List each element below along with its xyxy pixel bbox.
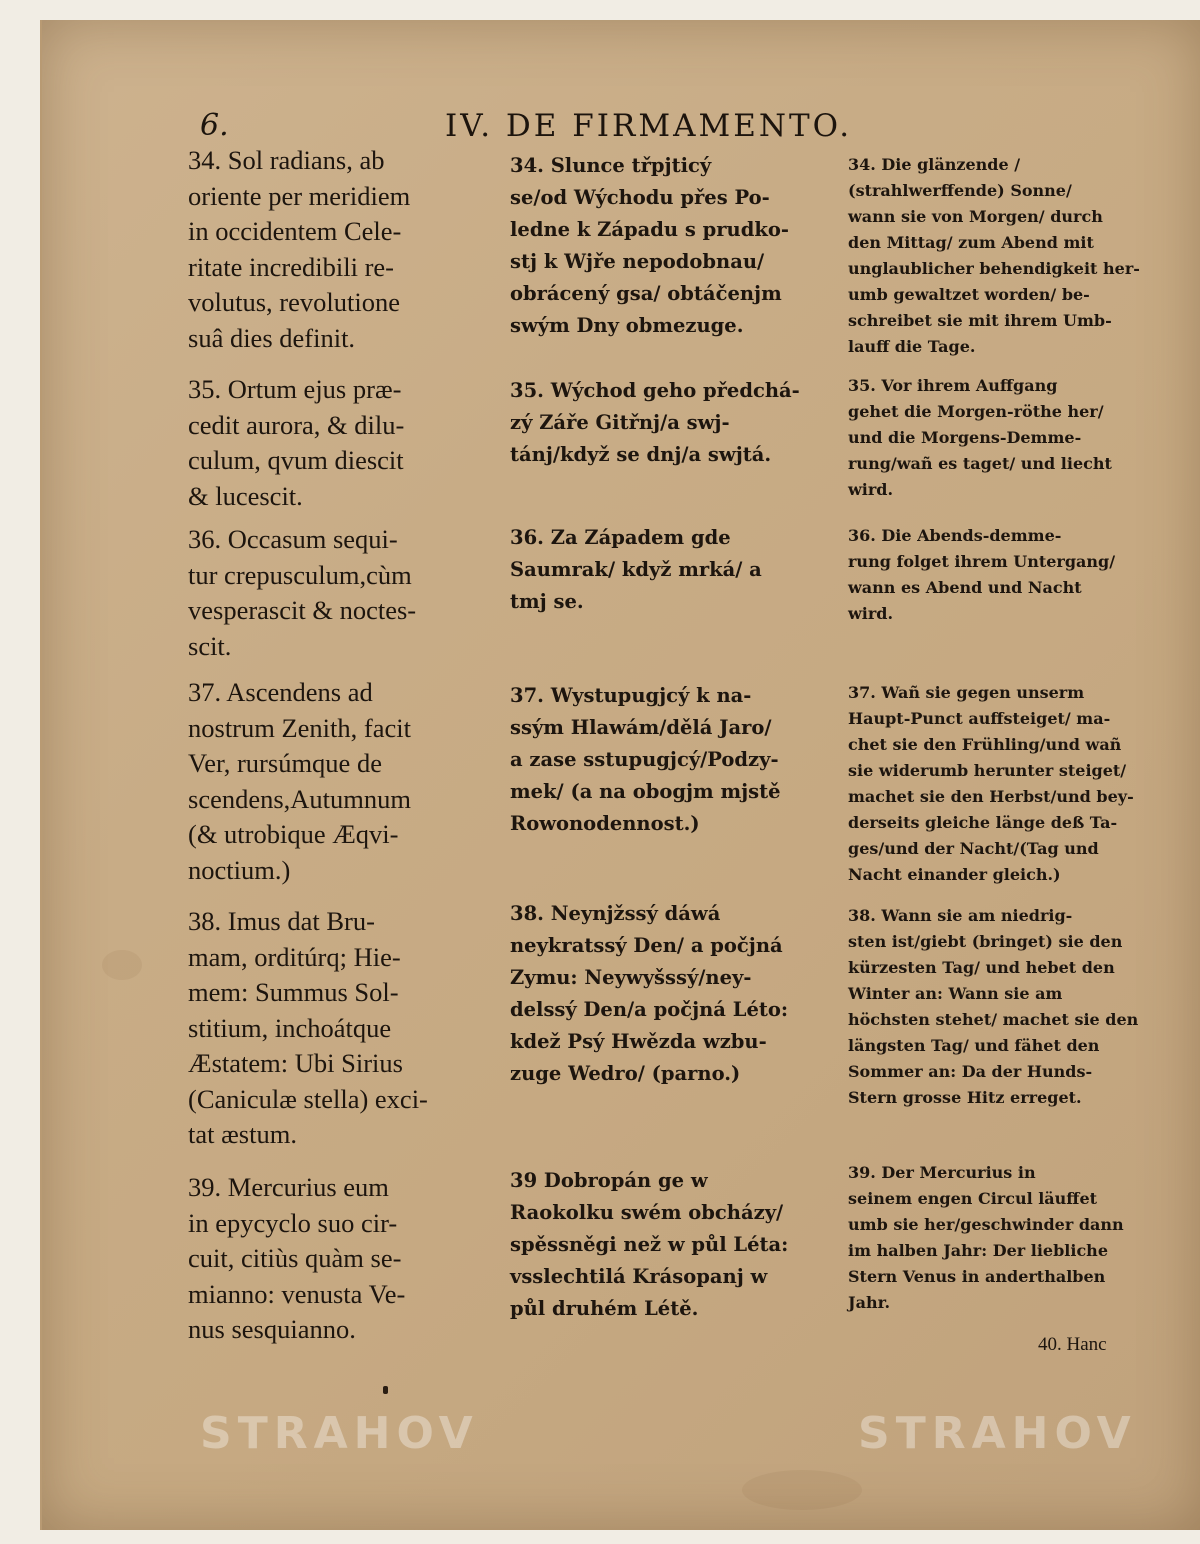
czech-col: [510, 375, 830, 471]
stain: [102, 950, 142, 980]
page-header: [0, 108, 1200, 148]
german-paragraph-35: 35. Vor ihrem Auffgang gehet die Morgen-röthe her/ und die Morgens-Demme- rung/wañ es taget/ und liecht wird.: [848, 376, 1112, 499]
german-paragraph-37: 37. Wañ sie gegen unserm Haupt-Punct auffsteiget/ ma- chet sie den Frühling/und wañ sie widerumb herunter steiget/ machet sie den Herbst/und bey- derseits gleiche länge deß Ta- ges/und der Nacht/(Tag und Nacht einander gleich.): [848, 683, 1134, 884]
german-paragraph-38: 38. Wann sie am niedrig- sten ist/giebt (bringet) sie den kürzesten Tag/ und hebet den Winter an: Wann sie am höchsten stehet/ machet sie den längsten Tag/ und fähet den Sommer an: Da der Hunds- Stern grosse Hitz erreget.: [848, 906, 1139, 1107]
czech-paragraph-34: 34. Slunce třpjticý se/od Wýchodu přes Po- ledne k Západu s prudko- stj k Wjře nepodobnau/ obrácený gsa/ obtáčenjm swým Dny obmezuge.: [510, 154, 789, 337]
latin-col: [188, 143, 508, 356]
running-head: IV. DE FIRMAMENTO.: [445, 108, 853, 144]
latin-col: [188, 904, 508, 1153]
czech-col: [510, 898, 830, 1090]
latin-paragraph-36: 36. Occasum sequi- tur crepusculum,cùm vesperascit & noctes- scit.: [188, 524, 417, 661]
watermark-left: STRAHOV: [200, 1408, 479, 1459]
latin-col: [188, 372, 508, 514]
latin-col: [188, 675, 508, 888]
latin-paragraph-37: 37. Ascendens ad nostrum Zenith, facit Ver, rursúmque de scendens,Autumnum (& utrobique Æqvi- noctium.): [188, 677, 412, 885]
german-paragraph-36: 36. Die Abends-demme- rung folget ihrem Untergang/ wann es Abend und Nacht wird.: [848, 526, 1116, 623]
czech-paragraph-36: 36. Za Západem gde Saumrak/ když mrká/ a tmj se.: [510, 526, 762, 613]
latin-paragraph-38: 38. Imus dat Bru- mam, orditúrq; Hie- mem: Summus Sol- stitium, inchoátque Æstatem: Ubi Sirius (Caniculæ stella) exci- tat æstum.: [188, 906, 428, 1149]
german-col: [848, 680, 1168, 888]
watermark-right: STRAHOV: [858, 1408, 1137, 1459]
czech-col: [510, 150, 830, 342]
latin-col: [188, 1170, 508, 1348]
german-col: [848, 523, 1168, 627]
czech-col: [510, 522, 830, 618]
latin-col: [188, 522, 508, 664]
czech-col: [510, 1165, 830, 1325]
czech-paragraph-35: 35. Wýchod geho předchá- zý Záře Gitřnj/a swj- tánj/když se dnj/a swjtá.: [510, 379, 800, 466]
czech-paragraph-37: 37. Wystupugjcý k na- ssým Hlawám/dělá Jaro/ a zase sstupugjcý/Podzy- mek/ (a na obogjm mjstě Rowonodennost.): [510, 684, 781, 835]
latin-paragraph-34: 34. Sol radians, ab oriente per meridiem in occidentem Cele- ritate incredibili re- volutus, revolutione suâ dies definit.: [188, 145, 411, 353]
german-paragraph-34: 34. Die glänzende / (strahlwerffende) Sonne/ wann sie von Morgen/ durch den Mittag/ zum Abend mit unglaublicher behendigkeit her- umb gewaltzet worden/ be- schreibet sie mit ihrem Umb- lauff die Tage.: [848, 155, 1140, 356]
czech-paragraph-38: 38. Neynjžssý dáwá neykratssý Den/ a počjná Zymu: Neywyšssý/ney- delssý Den/a počjná Léto: kdež Psý Hwězda wzbu- zuge Wedro/ (parno.): [510, 902, 789, 1085]
german-col: [848, 152, 1168, 360]
german-paragraph-39: 39. Der Mercurius in seinem engen Circul läuffet umb sie her/geschwinder dann im halben Jahr: Der liebliche Stern Venus in anderthalben Jahr.: [848, 1163, 1124, 1312]
ink-dot: [383, 1386, 388, 1394]
stain: [742, 1470, 862, 1510]
czech-col: [510, 680, 830, 840]
german-col: [848, 903, 1168, 1111]
czech-paragraph-39: 39 Dobropán ge w Raokolku swém obcházy/ spěssněgi než w půl Léta: vsslechtilá Krásopanj w půl druhém Létě.: [510, 1169, 789, 1320]
page-number: 6.: [200, 108, 229, 143]
german-col: [848, 373, 1168, 503]
latin-paragraph-39: 39. Mercurius eum in epycyclo suo cir- cuit, citiùs quàm se- mianno: venusta Ve- nus sesquianno.: [188, 1172, 406, 1344]
catchword: 40. Hanc: [1038, 1334, 1107, 1355]
german-col: [848, 1160, 1168, 1316]
latin-paragraph-35: 35. Ortum ejus præ- cedit aurora, & dilu- culum, qvum diescit & lucescit.: [188, 374, 405, 511]
